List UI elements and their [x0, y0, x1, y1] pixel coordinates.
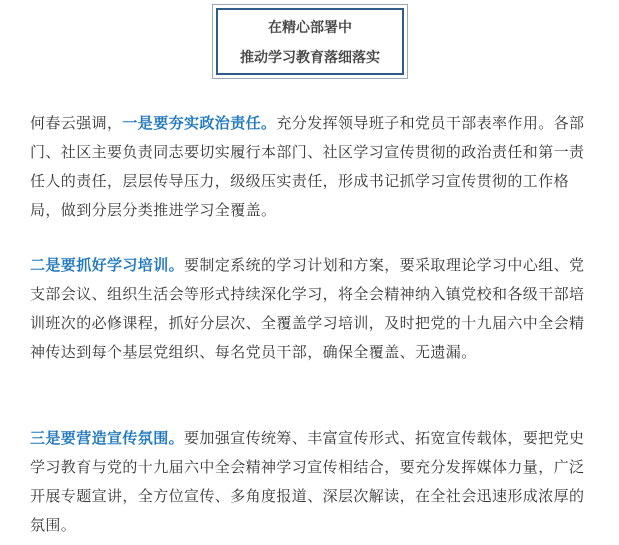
- title-box: [212, 4, 408, 79]
- title-line-2: 推动学习教育落细落实: [240, 50, 380, 66]
- paragraph-3: [30, 424, 596, 540]
- paragraph-3-text: 要加强宣传统筹、丰富宣传形式、拓宽宣传载体，要把党史学习教育与党的十九届六中全会精神学习宣传相结合，要充分发挥媒体力量，广泛开展专题宣讲，全方位宣传、多角度报道、深层次解读，在全社会迅速形成浓厚的氛围。: [30, 429, 585, 534]
- paragraph-1: [30, 109, 596, 225]
- paragraph-2-highlight: 二是要抓好学习培训。: [30, 256, 185, 274]
- title-line-1: 在精心部署中: [268, 20, 352, 36]
- paragraph-2: [30, 251, 596, 367]
- paragraph-3-highlight: 三是要营造宣传氛围。: [30, 429, 185, 447]
- title-frame: [216, 8, 404, 75]
- paragraph-1-lead: 何春云强调，: [30, 114, 123, 132]
- paragraph-2-text: 要制定系统的学习计划和方案，要采取理论学习中心组、党支部会议、组织生活会等形式持续深化学习，将全会精神纳入镇党校和各级干部培训班次的必修课程，抓好分层次、全覆盖学习培训，及时把党的十九届六中全会精神传达到每个基层党组织、每名党员干部，确保全覆盖、无遗漏。: [30, 256, 585, 361]
- paragraph-1-highlight: 一是要夯实政治责任。: [122, 114, 277, 132]
- paragraph-1-text: 充分发挥领导班子和党员干部表率作用。各部门、社区主要负责同志要切实履行本部门、社区学习宣传贯彻的政治责任和第一责任人的责任，层层传导压力，级级压实责任，形成书记抓学习宣传贯彻的工作格局，做到分层分类推进学习全覆盖。: [30, 114, 585, 219]
